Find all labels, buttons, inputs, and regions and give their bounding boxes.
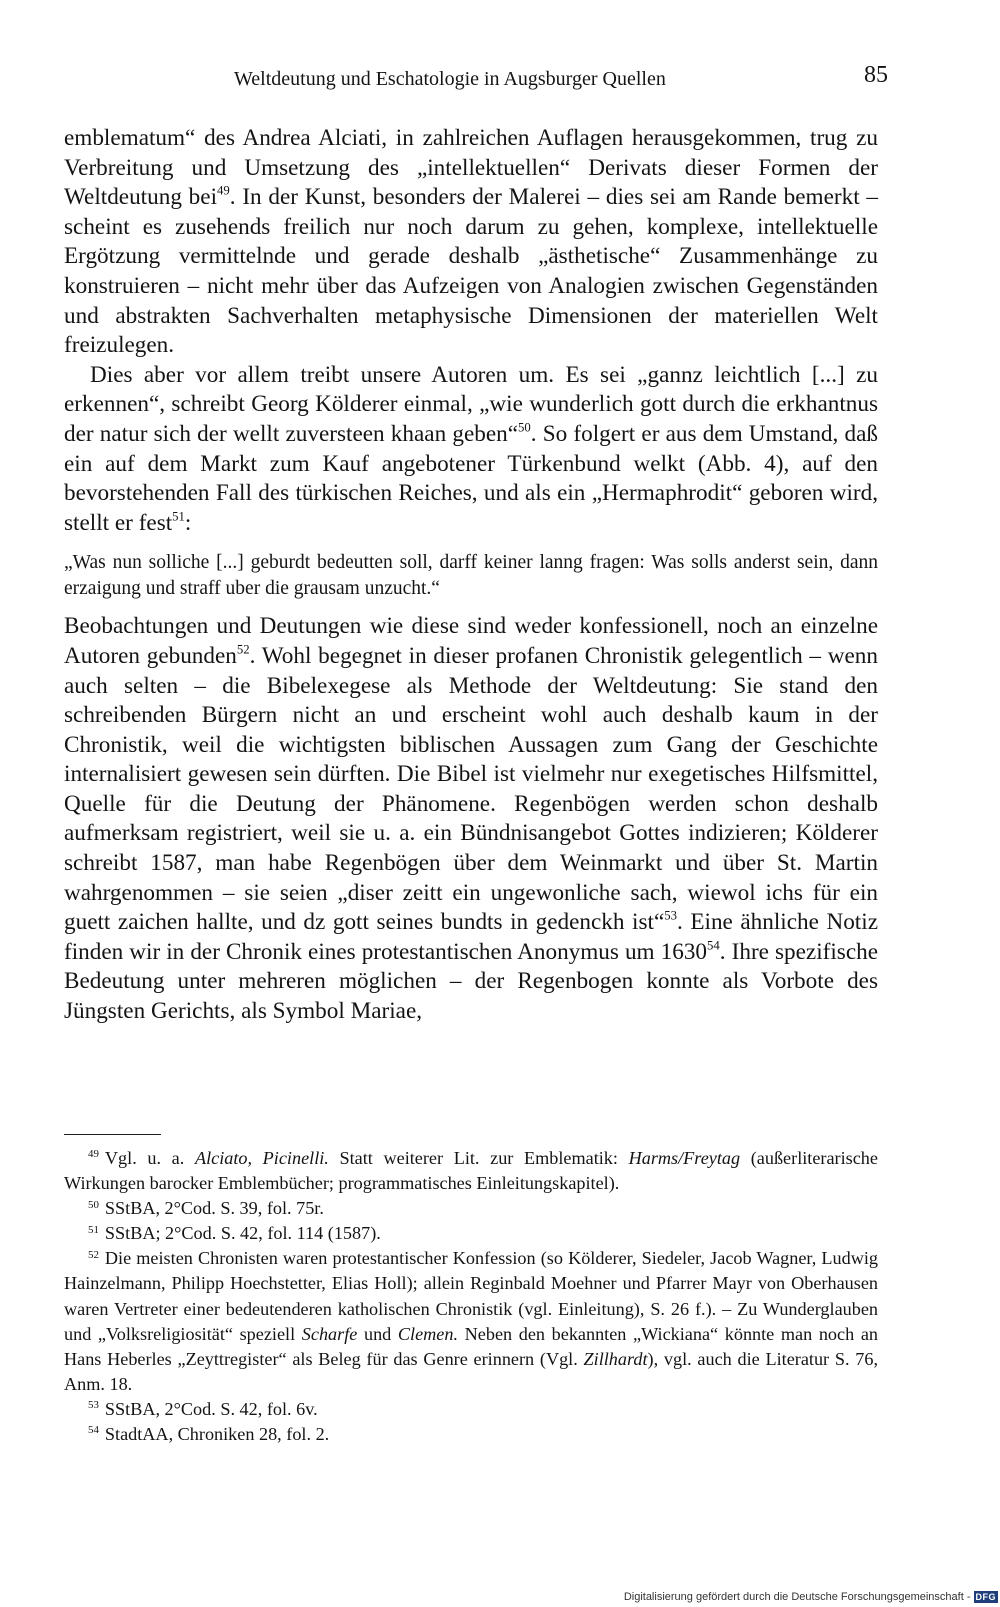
- footnote-52: [64, 1246, 878, 1397]
- text-run: . In der Kunst, besonders der Malerei – dies sei am Rande bemerkt – scheint es zusehends freilich nur noch darum zu gehen, komplexe, intellektuelle Ergötzung vermittelnde und gerade deshalb „ästhetische“ Zusammenhänge zu konstruieren – nicht mehr über das Aufzeigen von Analogien zwischen Gegenständen und abstrakten Sachverhalten metaphysische Dimensionen der materiellen Welt freizulegen.: [64, 184, 878, 359]
- footnote-ref-52[interactable]: 52: [236, 642, 250, 657]
- footnote-ref-51[interactable]: 51: [172, 509, 185, 524]
- block-quote: „Was nun solliche [...] geburdt bedeutten soll, darff keiner lanng fragen: Was solls anderst sein, dann erzaigung und straff uber die grausam unzucht.“: [64, 552, 878, 600]
- footnote-53: [64, 1397, 878, 1422]
- footnote-54: [64, 1422, 878, 1447]
- footnote-number: 49: [88, 1148, 99, 1161]
- italic-run: Scharfe: [301, 1323, 358, 1344]
- credit-text: Digitalisierung gefördert durch die Deutsche Forschungsgemeinschaft -: [623, 1591, 971, 1603]
- footnote-separator: [64, 1134, 161, 1135]
- text-run: ), vgl. auch die Literatur S. 76, Anm. 18.: [64, 1348, 878, 1394]
- italic-run: Zillhardt: [583, 1348, 648, 1369]
- text-run: Neben den bekannten „Wickiana“ könnte man noch an Hans Heberles „Zeyttregister“ als Beleg für das Genre erinnern (Vgl.: [64, 1323, 878, 1369]
- text-run: Statt weiterer Lit. zur Emblematik:: [328, 1148, 629, 1168]
- text-run: SStBA; 2°Cod. S. 42, fol. 114 (1587).: [104, 1223, 381, 1244]
- footnote-49: [64, 1146, 878, 1196]
- footnote-50: [64, 1196, 878, 1221]
- text-run: emblematum“ des Andrea Alciati, in zahlreichen Auflagen herausgekommen, trug zu Verbreitung und Umsetzung des „intellektuellen“ Derivats dieser Formen der Weltdeutung bei: [64, 125, 878, 211]
- running-title: Weltdeutung und Eschatologie in Augsburger Quellen: [234, 68, 666, 90]
- page-number: 85: [864, 62, 888, 88]
- text-run: SStBA, 2°Cod. S. 39, fol. 75r.: [104, 1198, 324, 1219]
- text-run: . Wohl begegnet in dieser profanen Chronistik gelegentlich – wenn auch selten – die Bibelexegese als Methode der Weltdeutung: Sie stand den schreibenden Bürgern nicht an und erscheint wohl auch deshalb kaum in der Chronistik, weil die wichtigsten biblischen Aussagen zum Gang der Geschichte internalisiert gewesen sein dürften. Die Bibel ist vielmehr nur exegetisches Hilfsmittel, Quelle für die Deutung der Phänomene. Regenbögen werden schon deshalb aufmerksam registriert, weil sie u. a. ein Bündnisangebot Gottes indizieren; Kölderer schreibt 1587, man habe Regenbögen über dem Weinmarkt und über St. Martin wahrgenommen – sie seien „diser zeitt ein ungewonliche sach, wiewol ichs für ein guett zaichen hallte, und dz gott seines bundts in gedenckh ist“: [64, 642, 878, 936]
- footnote-number: 53: [88, 1399, 99, 1412]
- dfg-logo[interactable]: DFG: [975, 1592, 996, 1602]
- footnote-ref-49[interactable]: 49: [217, 183, 230, 198]
- footnote-ref-54[interactable]: 54: [707, 938, 720, 953]
- text-run: (außerliterarische Wirkungen barocker Emblembücher; programmatisches Einleitungskapitel).: [64, 1148, 878, 1194]
- running-header: [64, 62, 888, 98]
- footnote-number: 52: [88, 1248, 99, 1261]
- text-run: Beobachtungen und Deutungen wie diese sind weder konfessionell, noch an einzelne Autoren gebunden: [64, 613, 878, 669]
- text-run: :: [184, 509, 192, 536]
- text-run: StadtAA, Chroniken 28, fol. 2.: [104, 1424, 330, 1445]
- footnote-number: 51: [88, 1223, 99, 1236]
- text-run: und: [357, 1323, 398, 1344]
- footnotes: [64, 1146, 878, 1447]
- footnote-ref-53[interactable]: 53: [664, 908, 677, 923]
- paragraph-2: [64, 361, 878, 539]
- text-run: . Eine ähnliche Notiz finden wir in der Chronik eines protestantischen Anonymus um 1630: [64, 909, 878, 965]
- text-run: . So folgert er aus dem Umstand, daß ein auf dem Markt zum Kauf angebotener Türkenbund welkt (Abb. 4), auf den bevorstehenden Fall des türkischen Reiches, und als ein „Hermaphrodit“ geboren wird, stellt er fest: [64, 420, 878, 536]
- italic-run: Alciato, Picinelli.: [194, 1148, 329, 1168]
- footnote-number: 50: [88, 1198, 99, 1211]
- text-run: SStBA, 2°Cod. S. 42, fol. 6v.: [104, 1398, 318, 1419]
- text-run: Die meisten Chronisten waren protestantischer Konfession (so Kölderer, Siedeler, Jacob Wagner, Ludwig Hainzelmann, Philipp Hoechstetter, Elias Holl); allein Reginbald Moehner und Pfarrer Mayr von Oberhausen waren Vertreter einer bedeutenderen katholischen Chronistik (vgl. Einleitung), S. 26 f.). – Zu Wunderglauben und „Volksreligiosität“ speziell: [64, 1248, 878, 1344]
- main-text: [64, 124, 878, 1027]
- paragraph-3: [64, 612, 878, 1026]
- footnote-ref-50[interactable]: 50: [518, 420, 531, 435]
- paragraph-1: [64, 124, 878, 361]
- footnote-number: 54: [88, 1424, 99, 1437]
- footnote-51: [64, 1221, 878, 1246]
- text-run: . Ihre spezifische Bedeutung unter mehreren möglichen – der Regenbogen konnte als Vorbote des Jüngsten Gerichts, als Symbol Mariae,: [64, 938, 879, 1025]
- text-run: Dies aber vor allem treibt unsere Autoren um. Es sei „gannz leichtlich [...] zu erkennen“, schreibt Georg Kölderer einmal, „wie wunderlich gott durch die erkhantnus der natur sich der wellt zuversteen khaan geben“: [64, 361, 878, 447]
- italic-run: Harms/Freytag: [628, 1148, 741, 1168]
- italic-run: Clemen.: [397, 1323, 459, 1344]
- digitization-credit: [624, 1591, 998, 1603]
- text-run: Vgl. u. a.: [104, 1148, 195, 1168]
